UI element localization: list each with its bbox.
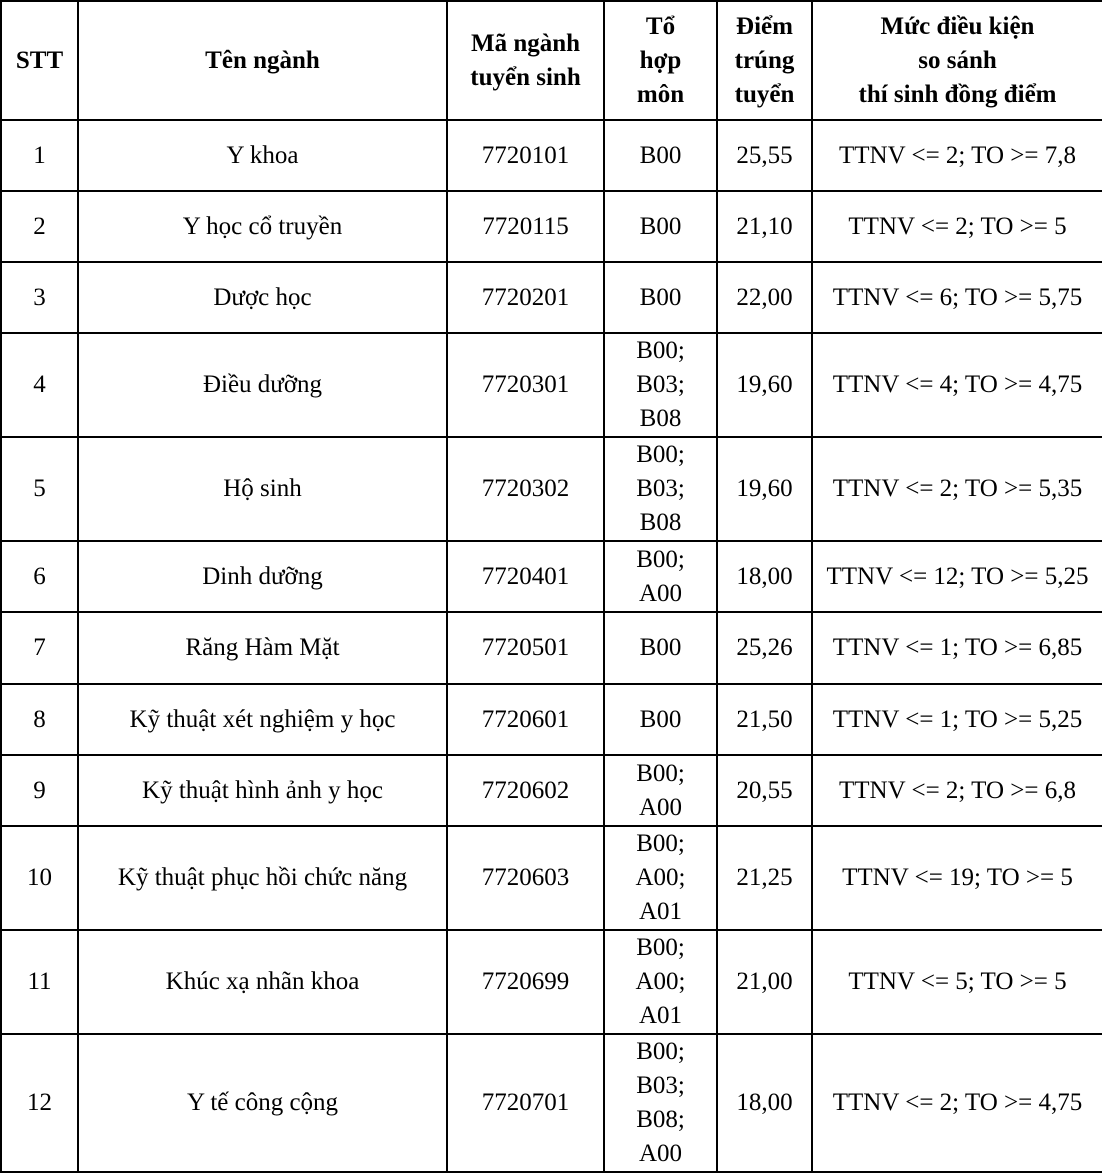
combo-line: A00 — [638, 579, 683, 607]
header-score-line: trúng — [734, 46, 795, 74]
combo-line: B00; — [636, 830, 685, 857]
cell-combo — [604, 755, 717, 826]
cell-condition: TTNV <= 1; TO >= 6,85 — [812, 612, 1102, 684]
cell-code: 7720699 — [447, 930, 604, 1034]
combo-line: B00 — [639, 141, 682, 169]
cell-stt: 9 — [1, 755, 78, 826]
combo-line: B00; — [636, 337, 685, 364]
combo-line: B00 — [639, 283, 682, 311]
table-row — [1, 191, 1102, 262]
header-row — [1, 1, 1102, 120]
combo-line: A00 — [638, 793, 683, 821]
cell-code: 7720501 — [447, 612, 604, 684]
cell-combo — [604, 262, 717, 333]
cell-score: 25,26 — [717, 612, 812, 684]
cell-stt: 4 — [1, 333, 78, 437]
cell-name: Khúc xạ nhãn khoa — [78, 930, 447, 1034]
cell-score: 19,60 — [717, 437, 812, 541]
cell-condition: TTNV <= 5; TO >= 5 — [812, 930, 1102, 1034]
combo-line: B00; — [636, 1038, 685, 1065]
cell-code: 7720201 — [447, 262, 604, 333]
cell-name: Hộ sinh — [78, 437, 447, 541]
header-score-line: tuyển — [734, 80, 795, 108]
cell-combo — [604, 120, 717, 191]
cell-score: 19,60 — [717, 333, 812, 437]
header-condition — [812, 1, 1102, 120]
table-row — [1, 1034, 1102, 1172]
combo-line: B03; — [636, 475, 685, 502]
cell-code: 7720401 — [447, 541, 604, 612]
cell-code: 7720302 — [447, 437, 604, 541]
combo-line: B08 — [639, 405, 682, 432]
header-condition-line: so sánh — [918, 46, 997, 74]
header-condition-line: thí sinh đồng điểm — [858, 80, 1057, 108]
table-row — [1, 826, 1102, 930]
header-code-line: tuyển sinh — [470, 63, 581, 91]
cell-condition: TTNV <= 2; TO >= 4,75 — [812, 1034, 1102, 1172]
cell-condition: TTNV <= 2; TO >= 6,8 — [812, 755, 1102, 826]
combo-line: A00 — [638, 1140, 683, 1167]
cell-score: 21,25 — [717, 826, 812, 930]
table-row — [1, 262, 1102, 333]
cell-stt: 5 — [1, 437, 78, 541]
cell-score: 22,00 — [717, 262, 812, 333]
header-code-line: Mã ngành — [470, 29, 581, 57]
cell-stt: 11 — [1, 930, 78, 1034]
table-row — [1, 333, 1102, 437]
table-row — [1, 541, 1102, 612]
header-name: Tên ngành — [78, 1, 447, 120]
combo-line: B00; — [636, 759, 685, 787]
cell-combo — [604, 541, 717, 612]
cell-combo — [604, 191, 717, 262]
table-row — [1, 755, 1102, 826]
cell-score: 21,10 — [717, 191, 812, 262]
cell-combo — [604, 684, 717, 755]
table-row — [1, 612, 1102, 684]
cell-stt: 12 — [1, 1034, 78, 1172]
combo-line: A01 — [638, 1002, 683, 1029]
cell-code: 7720301 — [447, 333, 604, 437]
table-row — [1, 930, 1102, 1034]
combo-line: B08; — [636, 1106, 685, 1133]
cell-name: Y học cổ truyền — [78, 191, 447, 262]
cell-condition: TTNV <= 12; TO >= 5,25 — [812, 541, 1102, 612]
cell-name: Kỹ thuật phục hồi chức năng — [78, 826, 447, 930]
header-stt: STT — [1, 1, 78, 120]
cell-score: 20,55 — [717, 755, 812, 826]
cell-combo — [604, 826, 717, 930]
combo-line: B08 — [639, 509, 682, 536]
cell-code: 7720101 — [447, 120, 604, 191]
cell-name: Răng Hàm Mặt — [78, 612, 447, 684]
combo-line: A00; — [635, 864, 686, 891]
combo-line: B03; — [636, 1072, 685, 1099]
cell-score: 21,00 — [717, 930, 812, 1034]
cell-condition: TTNV <= 2; TO >= 5 — [812, 191, 1102, 262]
header-combo-line: môn — [636, 80, 685, 108]
combo-line: B00 — [639, 634, 682, 661]
combo-line: B03; — [636, 371, 685, 398]
cell-combo — [604, 333, 717, 437]
combo-line: B00 — [639, 705, 682, 733]
cell-condition: TTNV <= 2; TO >= 5,35 — [812, 437, 1102, 541]
cell-code: 7720115 — [447, 191, 604, 262]
header-combo-line: Tổ — [645, 12, 676, 40]
table-row — [1, 684, 1102, 755]
cell-stt: 7 — [1, 612, 78, 684]
table-row — [1, 437, 1102, 541]
cell-name: Dược học — [78, 262, 447, 333]
header-score-line: Điểm — [736, 12, 793, 40]
cell-name: Điều dưỡng — [78, 333, 447, 437]
cell-name: Kỹ thuật xét nghiệm y học — [78, 684, 447, 755]
cell-name: Dinh dưỡng — [78, 541, 447, 612]
cell-combo — [604, 612, 717, 684]
cell-stt: 10 — [1, 826, 78, 930]
cell-stt: 2 — [1, 191, 78, 262]
combo-line: B00 — [639, 212, 682, 240]
cell-code: 7720601 — [447, 684, 604, 755]
cell-combo — [604, 930, 717, 1034]
header-condition-line: Mức điều kiện — [880, 12, 1035, 40]
cell-condition: TTNV <= 6; TO >= 5,75 — [812, 262, 1102, 333]
cell-name: Y khoa — [78, 120, 447, 191]
cell-stt: 8 — [1, 684, 78, 755]
header-combo-line: hợp — [639, 46, 682, 74]
header-combo — [604, 1, 717, 120]
combo-line: B00; — [636, 934, 685, 961]
cell-code: 7720701 — [447, 1034, 604, 1172]
cell-combo — [604, 1034, 717, 1172]
cell-code: 7720602 — [447, 755, 604, 826]
cell-stt: 1 — [1, 120, 78, 191]
table-body — [1, 120, 1102, 1172]
combo-line: B00; — [636, 545, 685, 573]
cell-combo — [604, 437, 717, 541]
cell-score: 25,55 — [717, 120, 812, 191]
cell-score: 21,50 — [717, 684, 812, 755]
combo-line: B00; — [636, 441, 685, 468]
cell-stt: 6 — [1, 541, 78, 612]
cell-score: 18,00 — [717, 1034, 812, 1172]
cell-score: 18,00 — [717, 541, 812, 612]
cell-stt: 3 — [1, 262, 78, 333]
cell-name: Y tế công cộng — [78, 1034, 447, 1172]
header-code — [447, 1, 604, 120]
cell-condition: TTNV <= 1; TO >= 5,25 — [812, 684, 1102, 755]
header-score — [717, 1, 812, 120]
cell-condition: TTNV <= 19; TO >= 5 — [812, 826, 1102, 930]
combo-line: A00; — [635, 968, 686, 995]
cell-name: Kỹ thuật hình ảnh y học — [78, 755, 447, 826]
combo-line: A01 — [638, 898, 683, 925]
cell-condition: TTNV <= 4; TO >= 4,75 — [812, 333, 1102, 437]
cell-condition: TTNV <= 2; TO >= 7,8 — [812, 120, 1102, 191]
table-row — [1, 120, 1102, 191]
cell-code: 7720603 — [447, 826, 604, 930]
